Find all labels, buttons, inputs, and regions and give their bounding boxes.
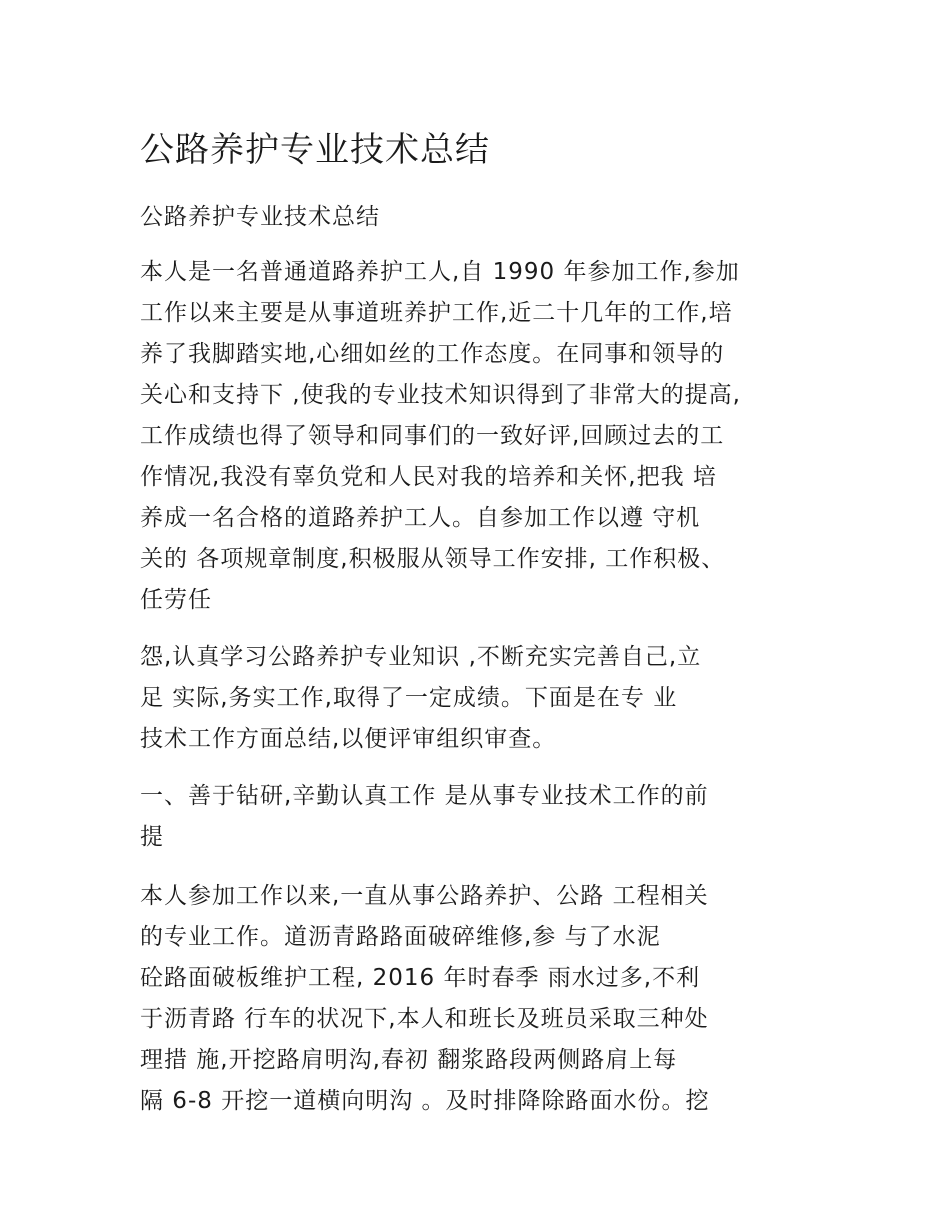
paragraph-line: 的专业工作。道沥青路路面破碎维修,参 与了水泥 (140, 924, 661, 950)
paragraph-line: 工作成绩也得了领导和同事们的一致好评,回顾过去的工 (140, 423, 725, 449)
paragraph-line: 提 (140, 824, 164, 850)
paragraph-line: 一、善于钻研,辛勤认真工作 是从事专业技术工作的前 (140, 783, 709, 809)
paragraph-line: 任劳任 (140, 587, 212, 613)
paragraph-line: 养成一名合格的道路养护工人。自参加工作以遵 守机 (140, 505, 701, 531)
paragraph-intro (140, 252, 830, 621)
paragraph-study (140, 637, 830, 760)
paragraph-line: 作情况,我没有辜负党和人民对我的培养和关怀,把我 培 (140, 464, 717, 490)
paragraph-work (140, 876, 830, 1122)
paragraph-line: 关的 各项规章制度,积极服从领导工作安排, 工作积极、 (140, 546, 726, 572)
paragraph-line: 砼路面破板维护工程, 2016 年时春季 雨水过多,不利 (140, 965, 701, 991)
paragraph-line: 本人是一名普通道路养护工人,自 1990 年参加工作,参加 (140, 259, 740, 285)
paragraph-line: 隔 6-8 开挖一道横向明沟 。及时排降除路面水份。挖 (140, 1088, 710, 1114)
section-heading-1 (140, 776, 830, 858)
paragraph-line: 技术工作方面总结,以便评审组织审查。 (140, 726, 557, 752)
paragraph-line: 理措 施,开挖路肩明沟,春初 翻浆路段两侧路肩上每 (140, 1047, 678, 1073)
paragraph-line: 于沥青路 行车的状况下,本人和班长及班员采取三种处 (140, 1006, 709, 1032)
document-title: 公路养护专业技术总结 (140, 130, 490, 170)
paragraph-line: 足 实际,务实工作,取得了一定成绩。下面是在专 业 (140, 685, 678, 711)
paragraph-line: 养了我脚踏实地,心细如丝的工作态度。在同事和领导的 (140, 341, 725, 367)
paragraph-line: 关心和支持下 ,使我的专业技术知识得到了非常大的提高, (140, 382, 741, 408)
paragraph-line: 怨,认真学习公路养护专业知识 ,不断充实完善自己,立 (140, 644, 702, 670)
document-subtitle: 公路养护专业技术总结 (140, 204, 380, 230)
paragraph-line: 工作以来主要是从事道班养护工作,近二十几年的工作,培 (140, 300, 733, 326)
paragraph-line: 本人参加工作以来,一直从事公路养护、公路 工程相关 (140, 883, 709, 909)
